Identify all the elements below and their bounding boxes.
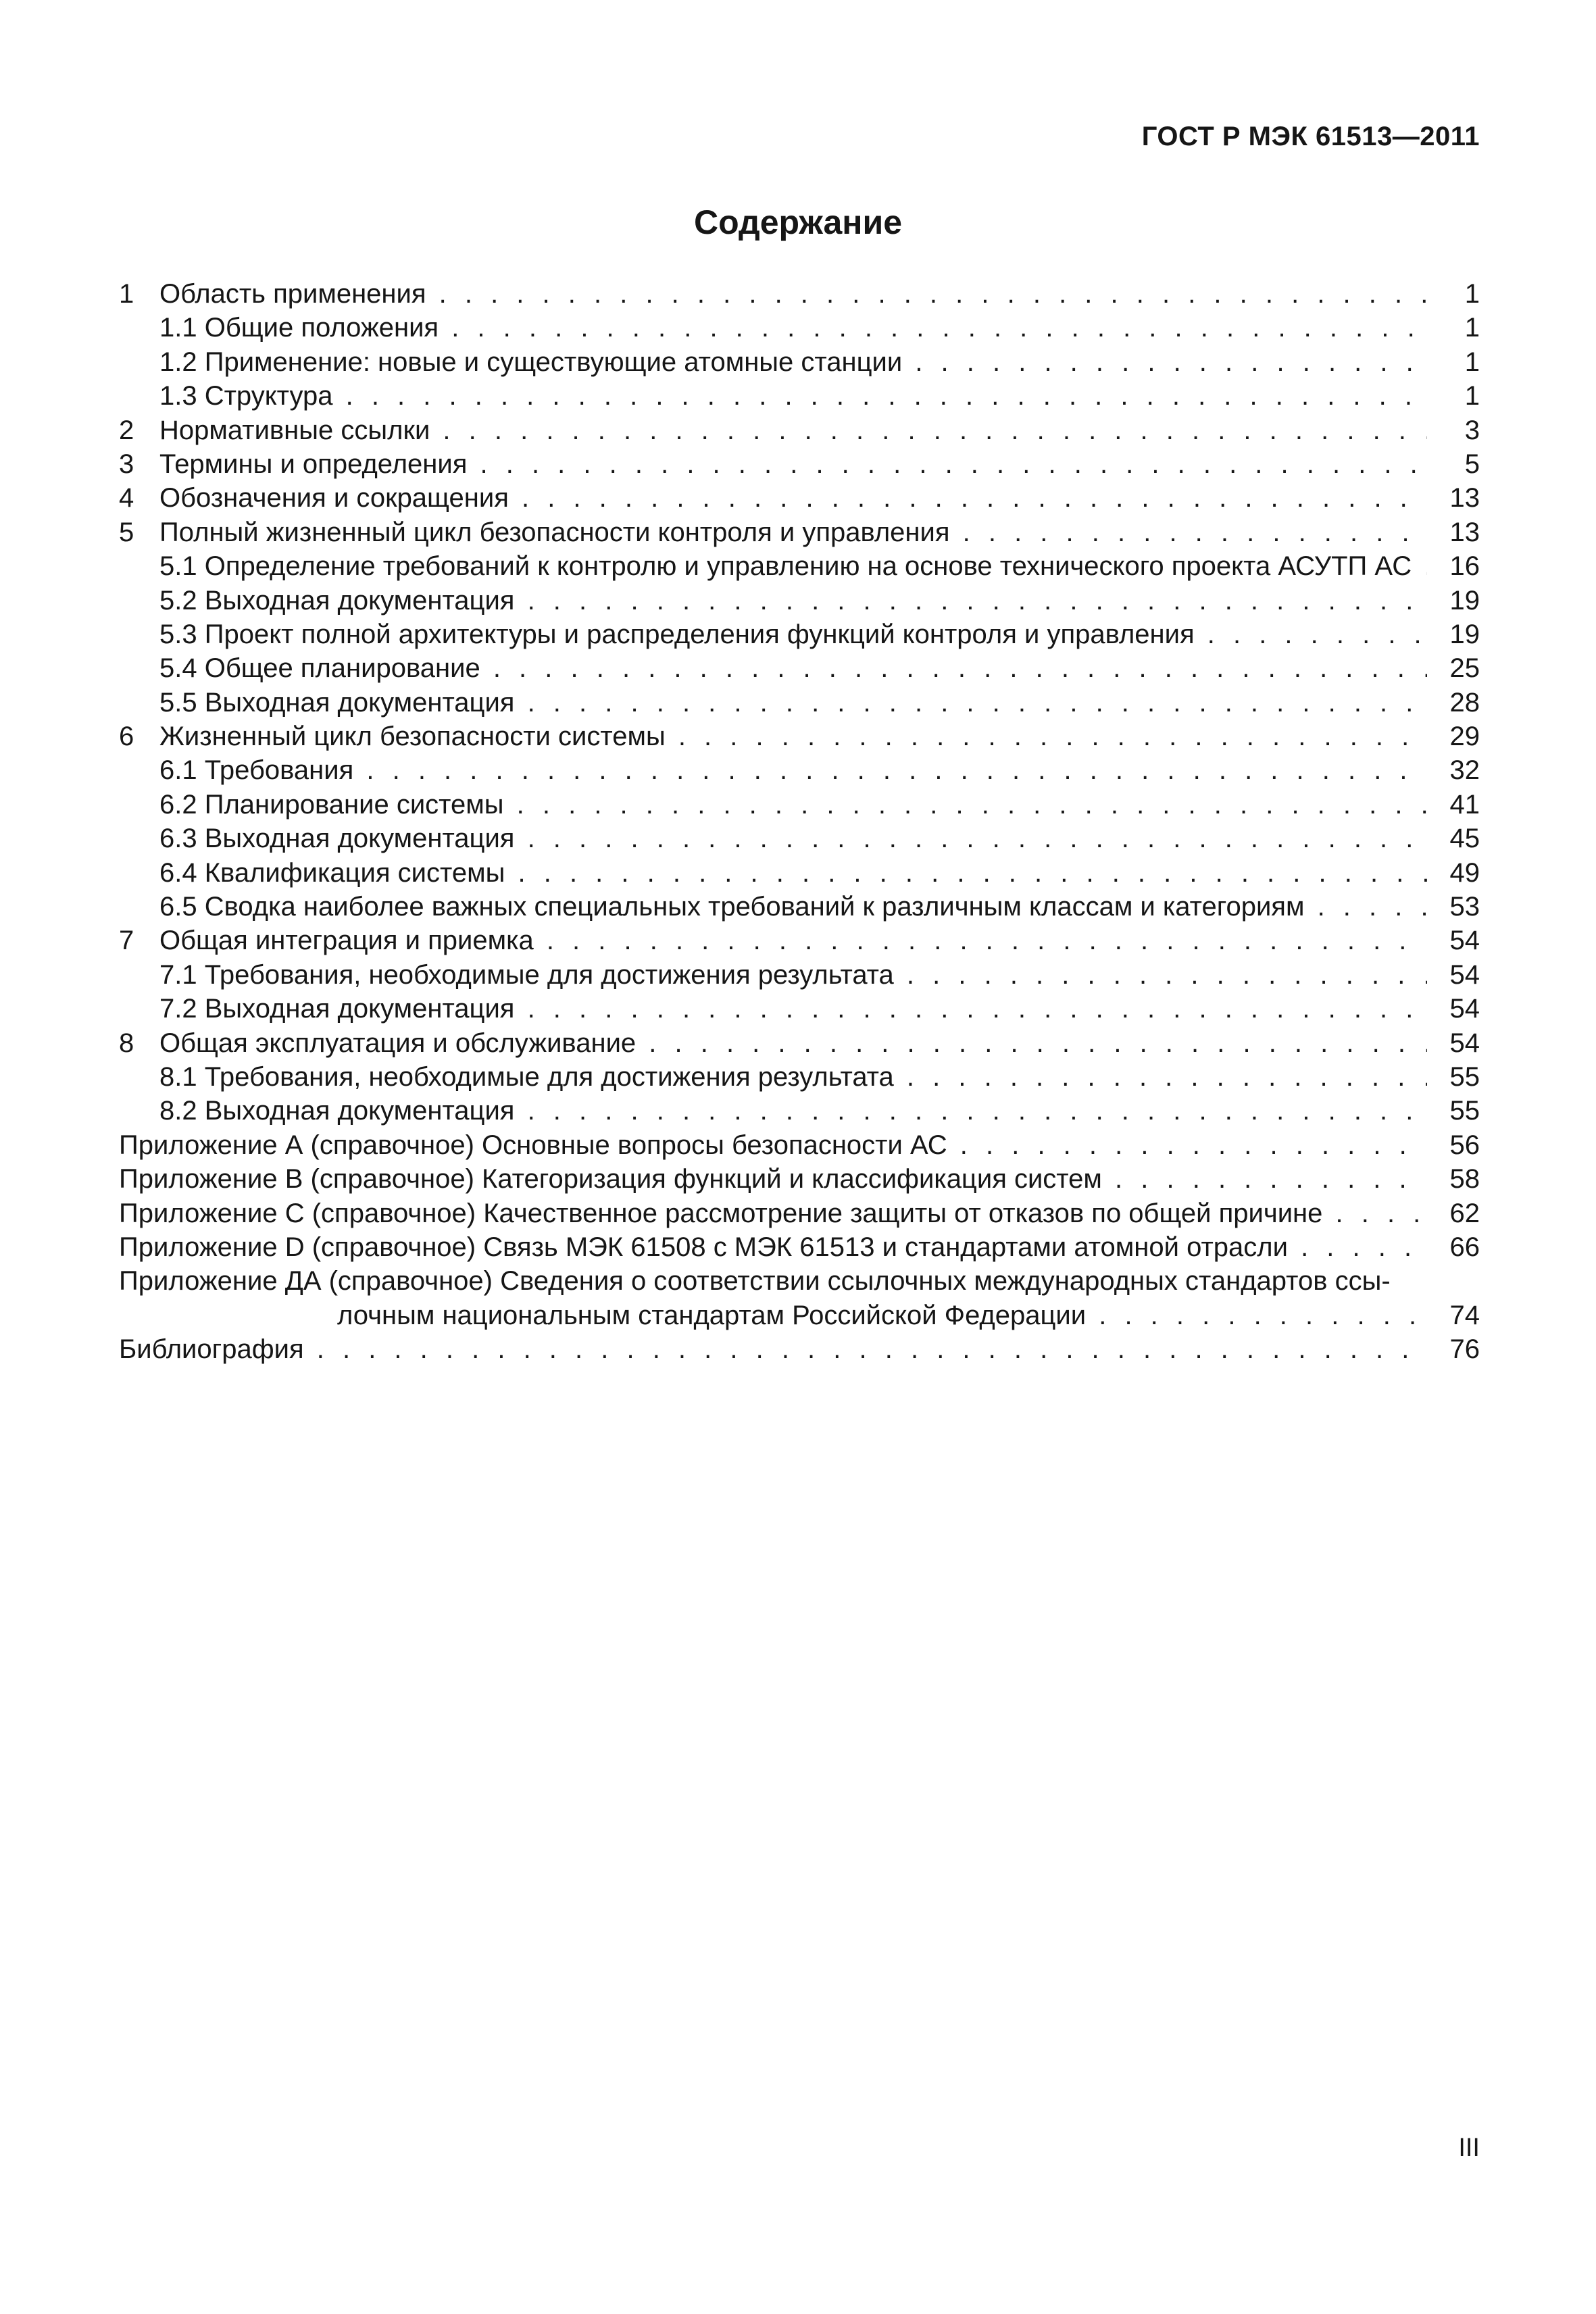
toc-entry-5-4[interactable] [119,651,1480,685]
toc-entry-1-1[interactable] [119,311,1480,345]
toc-entry-number: 1 [119,279,134,309]
toc-entry-label: Общая интеграция и приемка . . . [159,924,1427,957]
toc-entry-label: 6.3 Выходная документация . . . [159,822,1427,855]
toc-entry-number: 3 [119,449,134,479]
toc-entry-6-4[interactable] [119,856,1480,890]
toc-entry-label: 8.2 Выходная документация . . . [159,1094,1427,1128]
toc-entry-page: 19 [1427,584,1480,618]
toc-entry-page: 19 [1427,618,1480,651]
toc-entry-page: 32 [1427,753,1480,787]
toc-entry-number: 8 [119,1028,134,1058]
toc-entry-label: Библиография . . . [119,1332,1427,1366]
toc-entry-label: 7.1 Требования, необходимые для достижения результата . . . [159,958,1427,992]
toc-entry-1-3[interactable] [119,379,1480,413]
toc-entry-7-2[interactable] [119,992,1480,1026]
page-number: III [1458,2134,1480,2162]
toc-entry-label: Обозначения и сокращения . . . [159,481,1427,515]
toc-entry-page: 45 [1427,822,1480,855]
toc-entry-label: Общая эксплуатация и обслуживание . . . [159,1026,1427,1060]
toc-entry-number: 4 [119,483,134,513]
toc-entry-page: 3 [1427,413,1480,447]
toc-entry-page: 41 [1427,788,1480,822]
toc-entry-page: 5 [1427,447,1480,481]
toc-entry-page: 25 [1427,651,1480,685]
toc-entry-label: 6.4 Квалификация системы . . . [159,856,1427,890]
toc-entry-label: Полный жизненный цикл безопасности контроля и управления . . . [159,515,1427,549]
toc-entry-5-3[interactable] [119,618,1480,651]
toc-entry-6[interactable] [119,720,1480,753]
toc-entry-page: 1 [1427,277,1480,311]
toc-entry-8[interactable] [119,1026,1480,1060]
toc-entry-label: Приложение D (справочное) Связь МЭК 61508 с МЭК 61513 и стандартами атомной отрасли . . . [119,1230,1427,1264]
toc-entry-annex-a[interactable] [119,1128,1480,1162]
toc-entry-label-line1: Приложение ДА (справочное) Сведения о соответствии ссылочных международных стандартов ссы- [119,1266,1391,1297]
toc-entry-label: 1.1 Общие положения . . . [159,311,1427,345]
toc-entry-number: 7 [119,926,134,956]
toc-entry-annex-c[interactable] [119,1197,1480,1230]
toc-entry-page: 16 [1427,549,1480,583]
toc-entry-page: 13 [1427,481,1480,515]
toc-entry-page: 54 [1427,958,1480,992]
toc-entry-label: Термины и определения . . . [159,447,1427,481]
toc-entry-5-1[interactable] [119,549,1480,583]
toc-entry-6-5[interactable] [119,890,1480,924]
toc-entry-annex-da[interactable] [119,1264,1480,1332]
toc-entry-label: 6.2 Планирование системы . . . [159,788,1427,822]
toc-entry-page: 53 [1427,890,1480,924]
toc-entry-page: 28 [1427,686,1480,720]
toc-entry-page: 54 [1427,992,1480,1026]
toc-entry-3[interactable] [119,447,1480,481]
toc-entry-label: Область применения . . . [159,277,1427,311]
toc-entry-label-line2: лочным национальным стандартам Российской Федерации . . . [119,1299,1427,1332]
toc-entry-page: 56 [1427,1128,1480,1162]
toc-entry-label: 6.1 Требования . . . [159,753,1427,787]
toc-entry-label: 1.3 Структура . . . [159,379,1427,413]
toc-entry-label: 5.5 Выходная документация . . . [159,686,1427,720]
toc-entry-label: Приложение В (справочное) Категоризация функций и классификация систем . . . [119,1162,1427,1196]
page-title: Содержание [693,203,903,241]
toc-entry-page: 29 [1427,720,1480,753]
toc-entry-page: 1 [1427,345,1480,379]
toc-entry-5-2[interactable] [119,584,1480,618]
toc-entry-annex-d[interactable] [119,1230,1480,1264]
toc-entry-label: Приложение А (справочное) Основные вопросы безопасности АС . . . [119,1128,1427,1162]
toc-entry-bibliography[interactable] [119,1332,1480,1366]
toc-entry-annex-b[interactable] [119,1162,1480,1196]
toc-entry-page: 74 [1427,1299,1480,1332]
toc-entry-1[interactable] [119,277,1480,311]
toc-entry-page: 58 [1427,1162,1480,1196]
toc-entry-page: 66 [1427,1230,1480,1264]
toc-entry-1-2[interactable] [119,345,1480,379]
toc-entry-5-5[interactable] [119,686,1480,720]
toc-entry-8-2[interactable] [119,1094,1480,1128]
toc-entry-page: 49 [1427,856,1480,890]
toc-entry-page: 55 [1427,1060,1480,1094]
toc-entry-label: 5.4 Общее планирование . . . [159,651,1427,685]
toc-entry-label: Нормативные ссылки . . . [159,413,1427,447]
toc-entry-label: 5.2 Выходная документация . . . [159,584,1427,618]
toc-entry-2[interactable] [119,413,1480,447]
toc-entry-page: 62 [1427,1197,1480,1230]
toc-entry-page: 54 [1427,924,1480,957]
toc-entry-6-1[interactable] [119,753,1480,787]
toc-entry-label: 6.5 Сводка наиболее важных специальных требований к различным классам и категориям . . . [159,890,1427,924]
table-of-contents [119,277,1480,1367]
toc-entry-6-3[interactable] [119,822,1480,855]
toc-entry-number: 2 [119,415,134,445]
toc-entry-page: 55 [1427,1094,1480,1128]
toc-entry-label: 1.2 Применение: новые и существующие атомные станции . . . [159,345,1427,379]
toc-entry-label: Жизненный цикл безопасности системы . . . [159,720,1427,753]
toc-entry-5[interactable] [119,515,1480,549]
document-designation: ГОСТ Р МЭК 61513—2011 [1141,122,1480,151]
toc-entry-label: Приложение С (справочное) Качественное рассмотрение защиты от отказов по общей причине . . . [119,1197,1427,1230]
toc-entry-6-2[interactable] [119,788,1480,822]
toc-entry-label: 8.1 Требования, необходимые для достижения результата . . . [159,1060,1427,1094]
toc-entry-label: 5.3 Проект полной архитектуры и распределения функций контроля и управления . . . [159,618,1427,651]
toc-entry-7-1[interactable] [119,958,1480,992]
toc-entry-label: 5.1 Определение требований к контролю и управлению на основе технического проекта АСУТП АС . . . [159,549,1427,583]
toc-entry-page: 76 [1427,1332,1480,1366]
toc-entry-number: 6 [119,722,134,752]
toc-entry-page: 1 [1427,311,1480,345]
toc-entry-8-1[interactable] [119,1060,1480,1094]
toc-entry-label [119,1264,1427,1332]
toc-entry-7[interactable] [119,924,1480,957]
toc-entry-page: 54 [1427,1026,1480,1060]
toc-entry-page: 13 [1427,515,1480,549]
toc-entry-page: 1 [1427,379,1480,413]
toc-entry-number: 5 [119,517,134,547]
toc-entry-label: 7.2 Выходная документация . . . [159,992,1427,1026]
toc-entry-4[interactable] [119,481,1480,515]
